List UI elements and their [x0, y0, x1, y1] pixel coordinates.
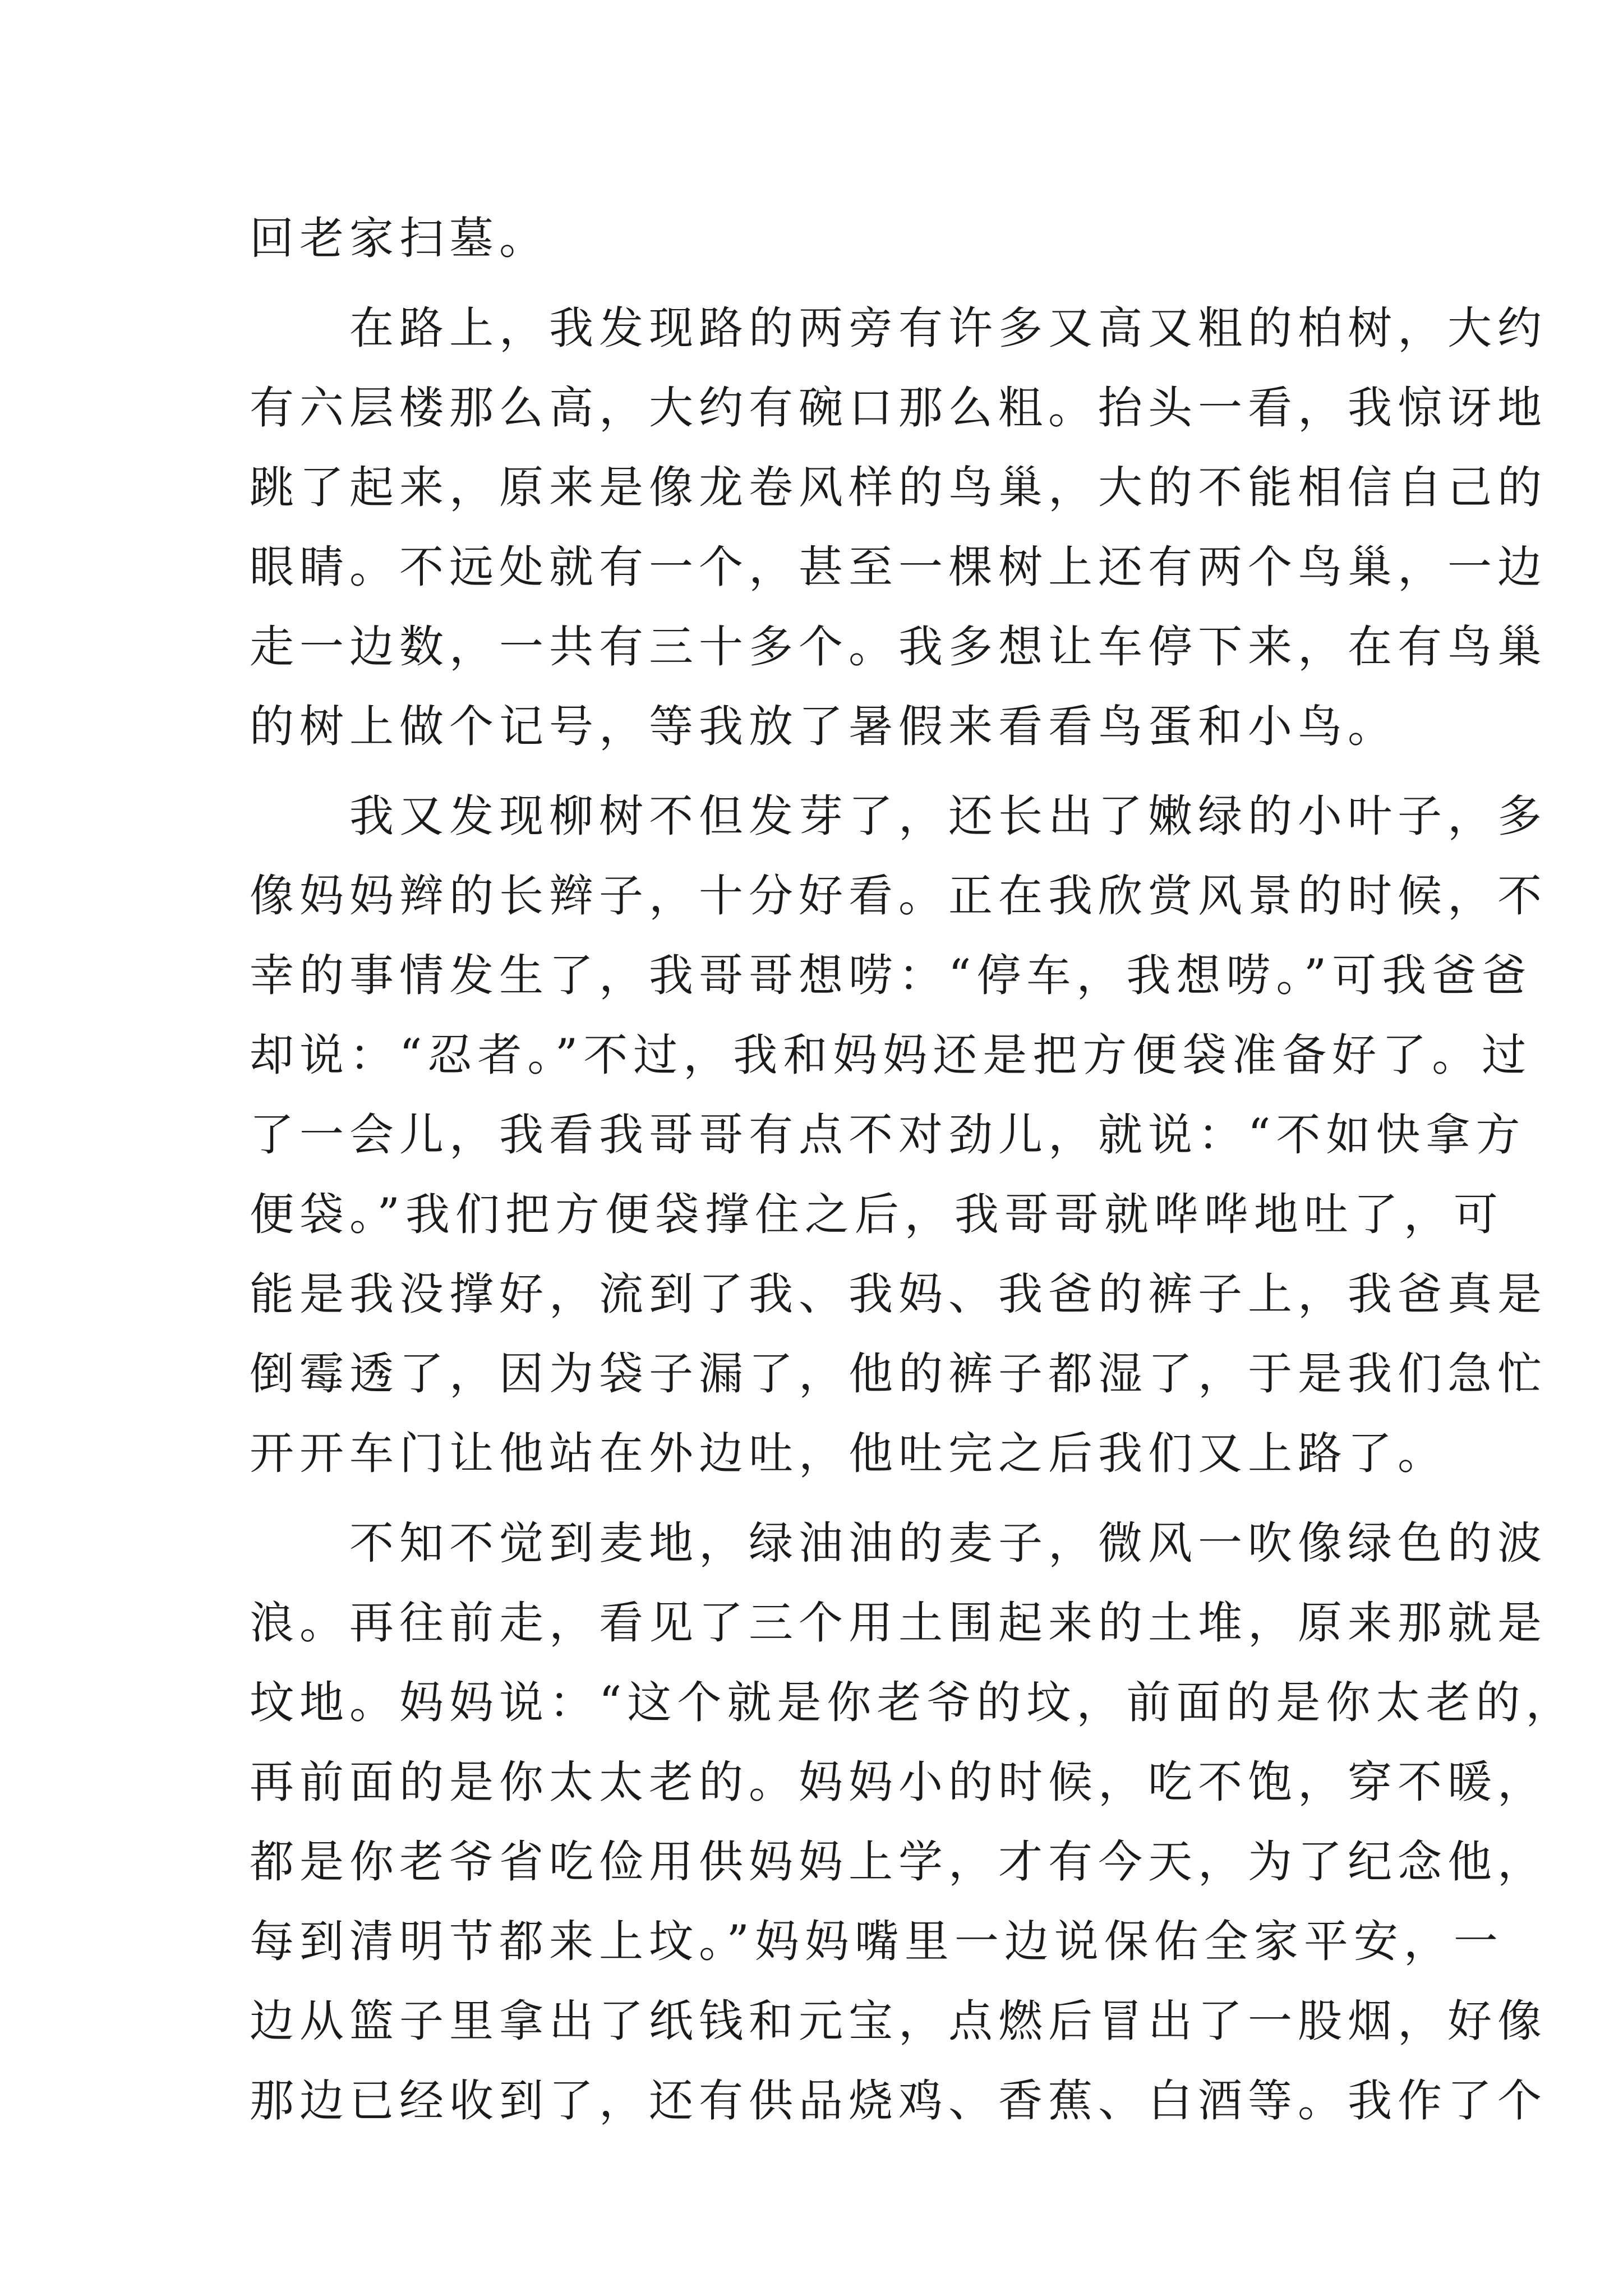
text-line: 在路上，我发现路的两旁有许多又高又粗的柏树，大约 — [250, 302, 1547, 354]
text-line: 浪。再往前走，看见了三个用土围起来的土堆，原来那就是 — [250, 1597, 1547, 1649]
text-line: 跳了起来，原来是像龙卷风样的鸟巢，大的不能相信自己的 — [250, 462, 1547, 513]
paragraph — [250, 1503, 1576, 2141]
text-line: 倒霉透了，因为袋子漏了，他的裤子都湿了，于是我们急忙 — [250, 1348, 1547, 1400]
paragraph — [250, 776, 1547, 1493]
text-line: 能是我没撑好，流到了我、我妈、我爸的裤子上，我爸真是 — [250, 1268, 1547, 1320]
text-line: 走一边数，一共有三十多个。我多想让车停下来，在有鸟巢 — [250, 621, 1547, 673]
text-line: 了一会儿，我看我哥哥有点不对劲儿，就说：“不如快拿方 — [250, 1109, 1526, 1161]
text-line: 回老家扫墓。 — [250, 213, 549, 264]
text-line: 的树上做个记号，等我放了暑假来看看鸟蛋和小鸟。 — [250, 701, 1398, 752]
text-line: 有六层楼那么高，大约有碗口那么粗。抬头一看，我惊讶地 — [250, 382, 1547, 434]
text-line: 边从篮子里拿出了纸钱和元宝，点燃后冒出了一股烟，好像 — [250, 1995, 1547, 2047]
text-line: 幸的事情发生了，我哥哥想唠：“停车，我想唠。”可我爸爸 — [250, 950, 1532, 1001]
text-line: 都是你老爷省吃俭用供妈妈上学，才有今天，为了纪念他， — [250, 1836, 1547, 1888]
text-line: 每到清明节都来上坟。”妈妈嘴里一边说保佑全家平安，一 — [250, 1916, 1504, 1967]
paragraph — [250, 199, 1382, 278]
text-line: 坟地。妈妈说：“这个就是你老爷的坟，前面的是你太老的， — [250, 1677, 1576, 1728]
text-line: 不知不觉到麦地，绿油油的麦子，微风一吹像绿色的波 — [250, 1517, 1547, 1569]
text-line: 我又发现柳树不但发芽了，还长出了嫩绿的小叶子，多 — [250, 790, 1547, 842]
text-line: 眼睛。不远处就有一个，甚至一棵树上还有两个鸟巢，一边 — [250, 541, 1547, 593]
text-line: 却说：“忍者。”不过，我和妈妈还是把方便袋准备好了。过 — [250, 1029, 1532, 1081]
document-body — [250, 199, 1576, 2141]
paragraph — [250, 288, 1547, 766]
text-line: 像妈妈辫的长辫子，十分好看。正在我欣赏风景的时候，不 — [250, 870, 1547, 922]
text-line: 开开车门让他站在外边吐，他吐完之后我们又上路了。 — [250, 1428, 1447, 1479]
text-line: 再前面的是你太太老的。妈妈小的时候，吃不饱，穿不暖， — [250, 1756, 1547, 1808]
text-line: 便袋。”我们把方便袋撑住之后，我哥哥就哗哗地吐了，可 — [250, 1189, 1504, 1240]
text-line: 那边已经收到了，还有供品烧鸡、香蕉、白酒等。我作了个 — [250, 2075, 1547, 2127]
